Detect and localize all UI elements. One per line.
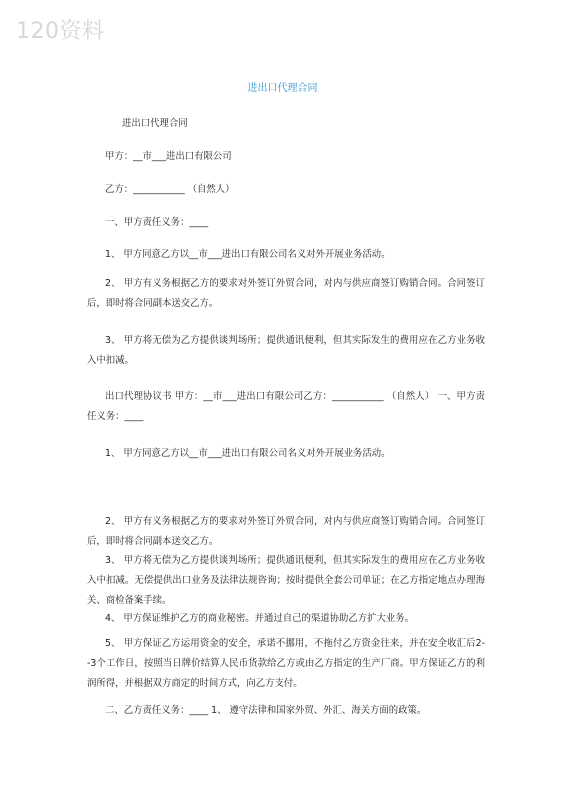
document-title: 进出口代理合同 (247, 83, 318, 94)
party-b-line: 乙方：___________ （自然人） (105, 184, 235, 195)
section-heading: 一、甲方责任义务：____ (105, 217, 209, 228)
clause-paragraph: 3、 甲方将无偿为乙方提供谈判场所；提供通讯便利，但其实际发生的费用应在乙方业务收入中扣减。 (87, 335, 485, 366)
clause-paragraph: 5、 甲方保证乙方运用资金的安全，承诺不挪用，不拖付乙方资金往来，并在安全收汇后2--3个工作日，按照当日牌价结算人民币货款给乙方或由乙方指定的生产厂商。甲方保证乙方的利润所得，并根据双方商定的时间方式，向乙方支付。 (87, 638, 485, 689)
clause-paragraph: 3、 甲方将无偿为乙方提供谈判场所；提供通讯便利，但其实际发生的费用应在乙方业务收入中扣减。无偿提供出口业务及法律法规咨询；按时提供全套公司单证；在乙方指定地点办理海关、商检备案手续。 (87, 555, 485, 606)
clause-paragraph: 1、 甲方同意乙方以__市___进出口有限公司名义对外开展业务活动。 (105, 448, 391, 459)
clause-paragraph: 2、 甲方有义务根据乙方的要求对外签订外贸合同，对内与供应商签订购销合同。合同签订后，即时将合同副本送交乙方。 (87, 278, 485, 309)
party-a-line: 甲方：__市___进出口有限公司 (105, 151, 232, 162)
clause-paragraph: 1、 甲方同意乙方以__市___进出口有限公司名义对外开展业务活动。 (105, 249, 391, 260)
watermark-logo: 120资料 (16, 19, 105, 44)
clause-paragraph: 2、 甲方有义务根据乙方的要求对外签订外贸合同，对内与供应商签订购销合同。合同签订后，即时将合同副本送交乙方。 (87, 516, 485, 547)
section-heading: 二、乙方责任义务：____ 1、 遵守法律和国家外贸、外汇、海关方面的政策。 (105, 705, 427, 716)
subtitle: 进出口代理合同 (122, 118, 188, 129)
agreement-paragraph: 出口代理协议书 甲方：__市___进出口有限公司乙方：___________ （自然人） 一、甲方责任义务：____ (87, 391, 485, 422)
clause-paragraph: 4、 甲方保证维护乙方的商业秘密。并通过自己的渠道协助乙方扩大业务。 (105, 613, 414, 624)
